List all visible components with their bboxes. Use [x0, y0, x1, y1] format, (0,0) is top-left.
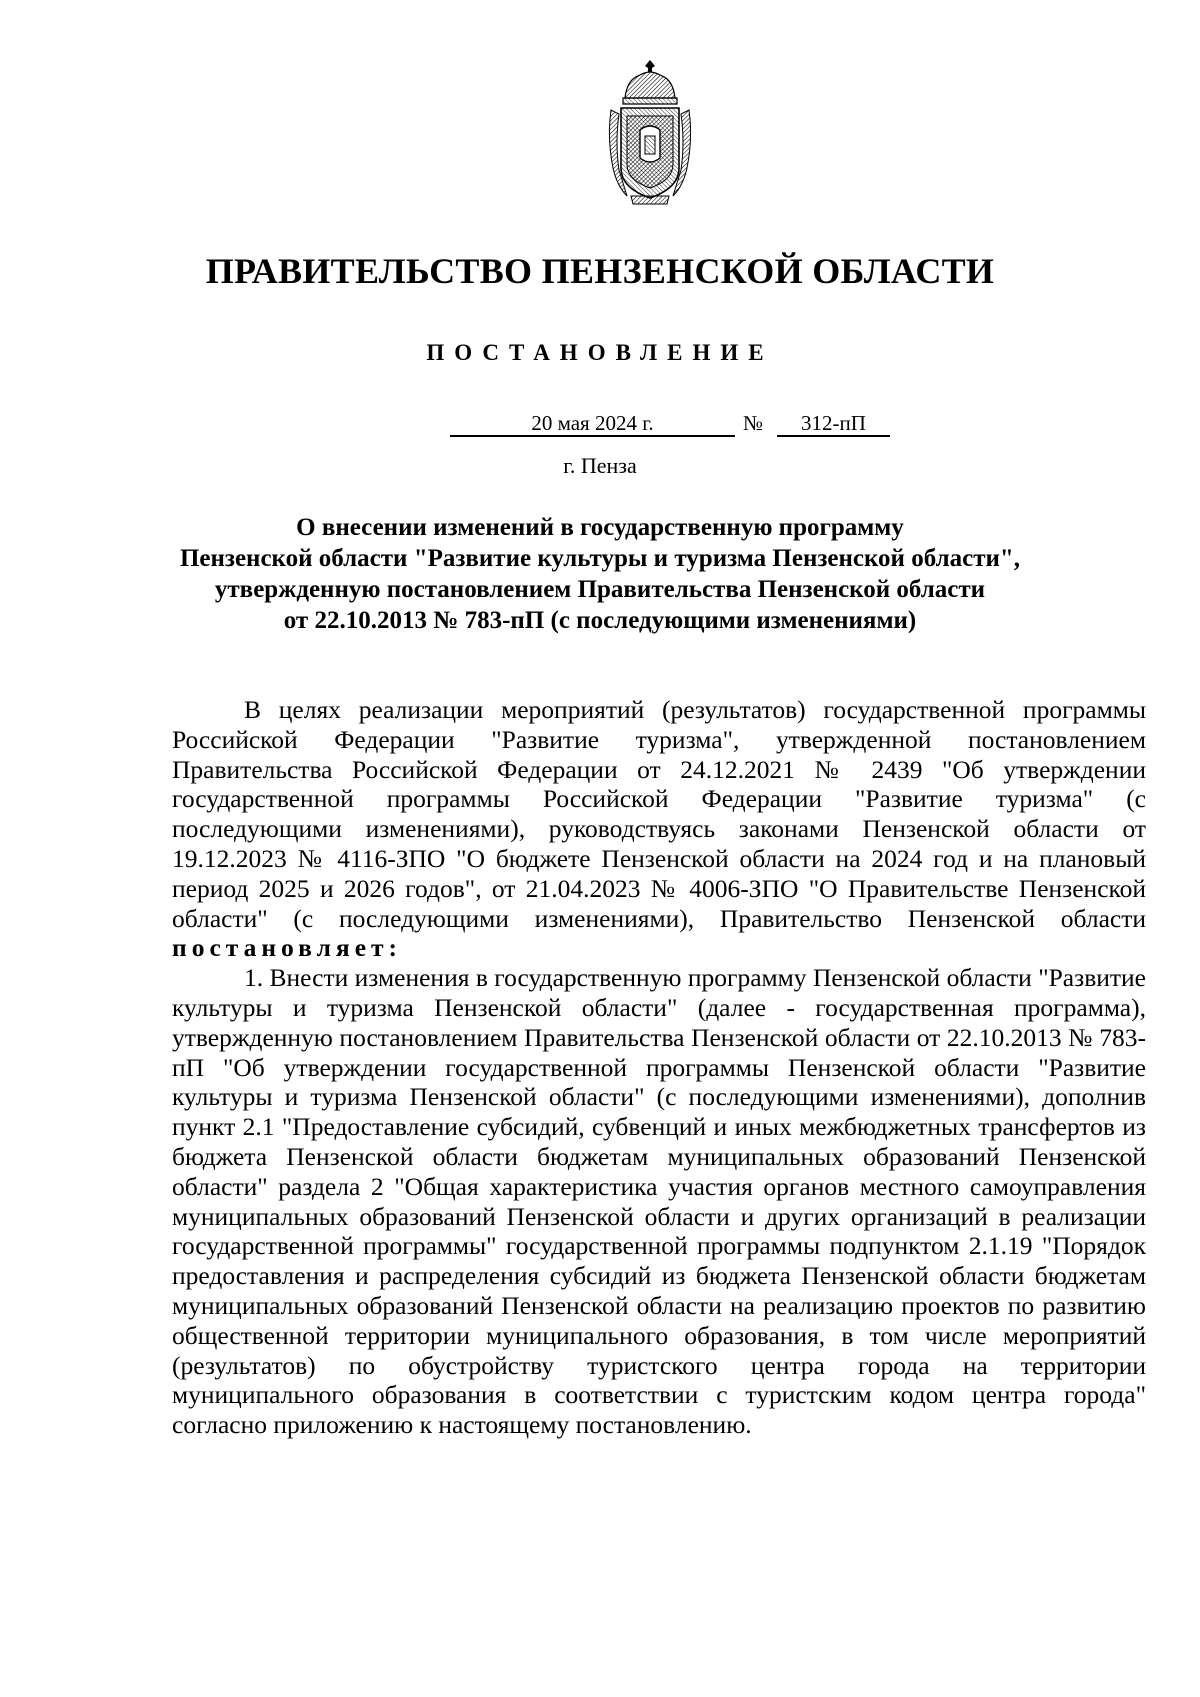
document-type: ПОСТАНОВЛЕНИЕ — [426, 340, 774, 365]
document-city: г. Пенза — [563, 453, 637, 478]
item-1-paragraph: 1. Внести изменения в государственную программу Пензенской области "Развитие культуры и туризма Пензенской области" (далее - государственная программа), утвержденную постановлением Правительства Пензенской области от 22.10.2013 № 783-пП "Об утверждении государственной программы Пензенской области "Развитие культуры и туризма Пензенской области" (с последующими изменениями), дополнив пункт 2.1 "Предоставление субсидий, субвенций и иных межбюджетных трансфертов из бюджета Пензенской области бюджетам муниципальных образований Пензенской области" раздела 2 "Общая характеристика участия органов местного самоуправления муниципальных образований Пензенской области и других организаций в реализации государственной программы" государственной программы подпунктом 2.1.19 "Порядок предоставления и распределения субсидий из бюджета Пензенской области бюджетам муниципальных образований Пензенской области на реализацию проектов по развитию общественной территории муниципального образования, в том числе мероприятий (результатов) по обустройству туристского центра города на территории муниципального образования в соответствии с туристским кодом центра города" согласно приложению к настоящему постановлению. — [172, 963, 1146, 1440]
document-date: 20 мая 2024 г. — [450, 411, 735, 437]
subject-line: утвержденную постановлением Правительства Пензенской области — [214, 576, 986, 603]
penza-coat-of-arms-icon — [605, 58, 695, 206]
preamble-text: В целях реализации мероприятий (результатов) государственной программы Российской Федерации "Развитие туризма", утвержденной постановлением Правительства Российской Федерации от 24.12.2021 № 2439 "Об утверждении государственной программы Российской Федерации "Развитие туризма" (с последующими изменениями), руководствуясь законами Пензенской области от 19.12.2023 № 4116-ЗПО "О бюджете Пензенской области на 2024 год и на плановый период 2025 и 2026 годов", от 21.04.2023 № 4006-ЗПО "О Правительстве Пензенской области" (с последующими изменениями), Правительство Пензенской области — [172, 695, 1146, 933]
document-number: 312-пП — [777, 411, 890, 437]
organization-title: ПРАВИТЕЛЬСТВО ПЕНЗЕНСКОЙ ОБЛАСТИ — [205, 251, 995, 291]
subject-line: от 22.10.2013 № 783-пП (с последующими изменениями) — [283, 607, 917, 634]
document-subject — [120, 512, 1080, 636]
decree-word: постановляет: — [172, 933, 403, 963]
number-sign: № — [743, 411, 764, 435]
subject-line: О внесении изменений в государственную программу — [296, 514, 904, 541]
preamble-paragraph — [172, 695, 1146, 963]
subject-line: Пензенской области "Развитие культуры и туризма Пензенской области", — [179, 545, 1021, 572]
document-body — [172, 695, 1146, 1440]
